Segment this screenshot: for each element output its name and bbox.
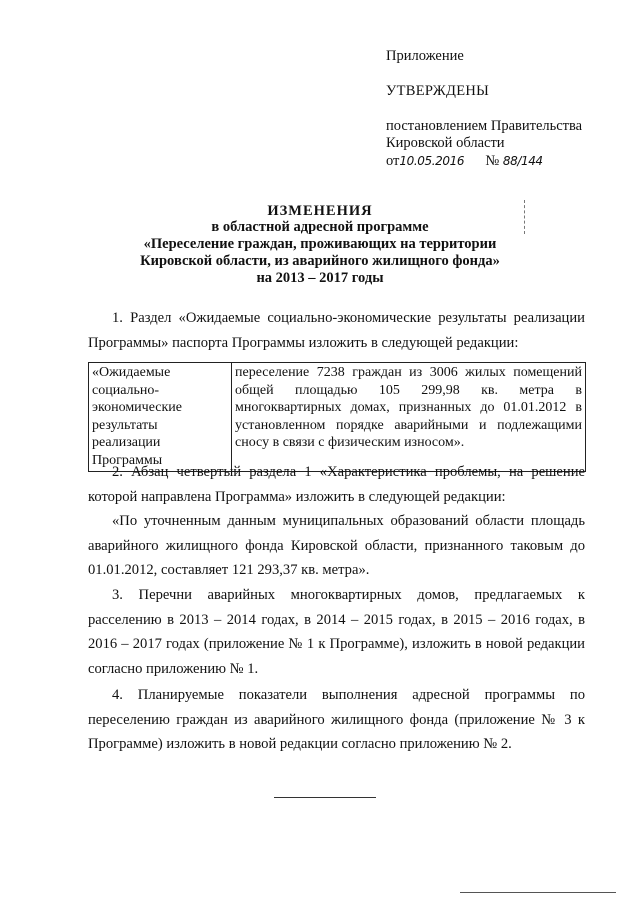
number-prefix: № bbox=[485, 153, 500, 169]
title-line-1: в областной адресной программе bbox=[211, 219, 429, 235]
approved-by-line-2: Кировской области bbox=[386, 135, 505, 151]
paragraph-4: 4. Планируемые показатели выполнения адресной программы по переселению граждан из аварийного жилищного фонда (приложение № 3 к Программе) изложить в новой редакции согласно приложению № 2. bbox=[88, 687, 585, 752]
approved-label: УТВЕРЖДЕНЫ bbox=[386, 83, 490, 99]
paragraph-3: 3. Перечни аварийных многоквартирных домов, предлагаемых к расселению в 2013 – 2014 годах, в 2014 – 2015 годах, в 2015 – 2016 годах, в 2016 – 2017 годах (приложение № 1 к Программе), изложить в новой редакции согласно приложению № 1. bbox=[88, 587, 585, 677]
title-line-2: «Переселение граждан, проживающих на территории bbox=[143, 236, 497, 252]
document-title: ИЗМЕНЕНИЯ bbox=[267, 203, 373, 219]
scan-artifact-line bbox=[460, 892, 616, 893]
paragraph-1: 1. Раздел «Ожидаемые социально-экономические результаты реализации Программы» паспорта Программы изложить в следующей редакции: bbox=[88, 310, 585, 351]
title-line-4: на 2013 – 2017 годы bbox=[256, 270, 384, 286]
approved-by-line-1: постановлением Правительства bbox=[386, 118, 583, 134]
scan-artifact-mark bbox=[524, 200, 525, 234]
table-cell-value: переселение 7238 граждан из 3006 жилых помещений общей площадью 105 299,98 кв. метра в многоквартирных домах, признанных до 01.01.2012 в установленном порядке аварийными и подлежащими сносу в связи с физическим износом». bbox=[232, 363, 586, 472]
table-cell-label: «Ожидаемые социально-экономические результаты реализации Программы bbox=[89, 363, 232, 472]
appendix-label: Приложение bbox=[386, 48, 464, 64]
paragraph-2-quote: «По уточненным данным муниципальных образований области площадь аварийного жилищного фонда Кировской области, признанного таковым до 01.01.2012, составляет 121 293,37 кв. метра». bbox=[88, 513, 585, 578]
approval-date-number bbox=[386, 152, 543, 170]
handwritten-date: 10.05.2016 bbox=[399, 154, 465, 168]
end-separator-line bbox=[274, 797, 376, 798]
title-line-3: Кировской области, из аварийного жилищного фонда» bbox=[140, 253, 500, 269]
paragraph-2: 2. Абзац четвертый раздела 1 «Характеристика проблемы, на решение которой направлена Программа» изложить в следующей редакции: bbox=[88, 464, 585, 505]
handwritten-number: 88/144 bbox=[502, 154, 543, 168]
date-prefix: от bbox=[386, 153, 400, 169]
passport-table bbox=[88, 362, 586, 472]
table-row bbox=[89, 363, 586, 472]
